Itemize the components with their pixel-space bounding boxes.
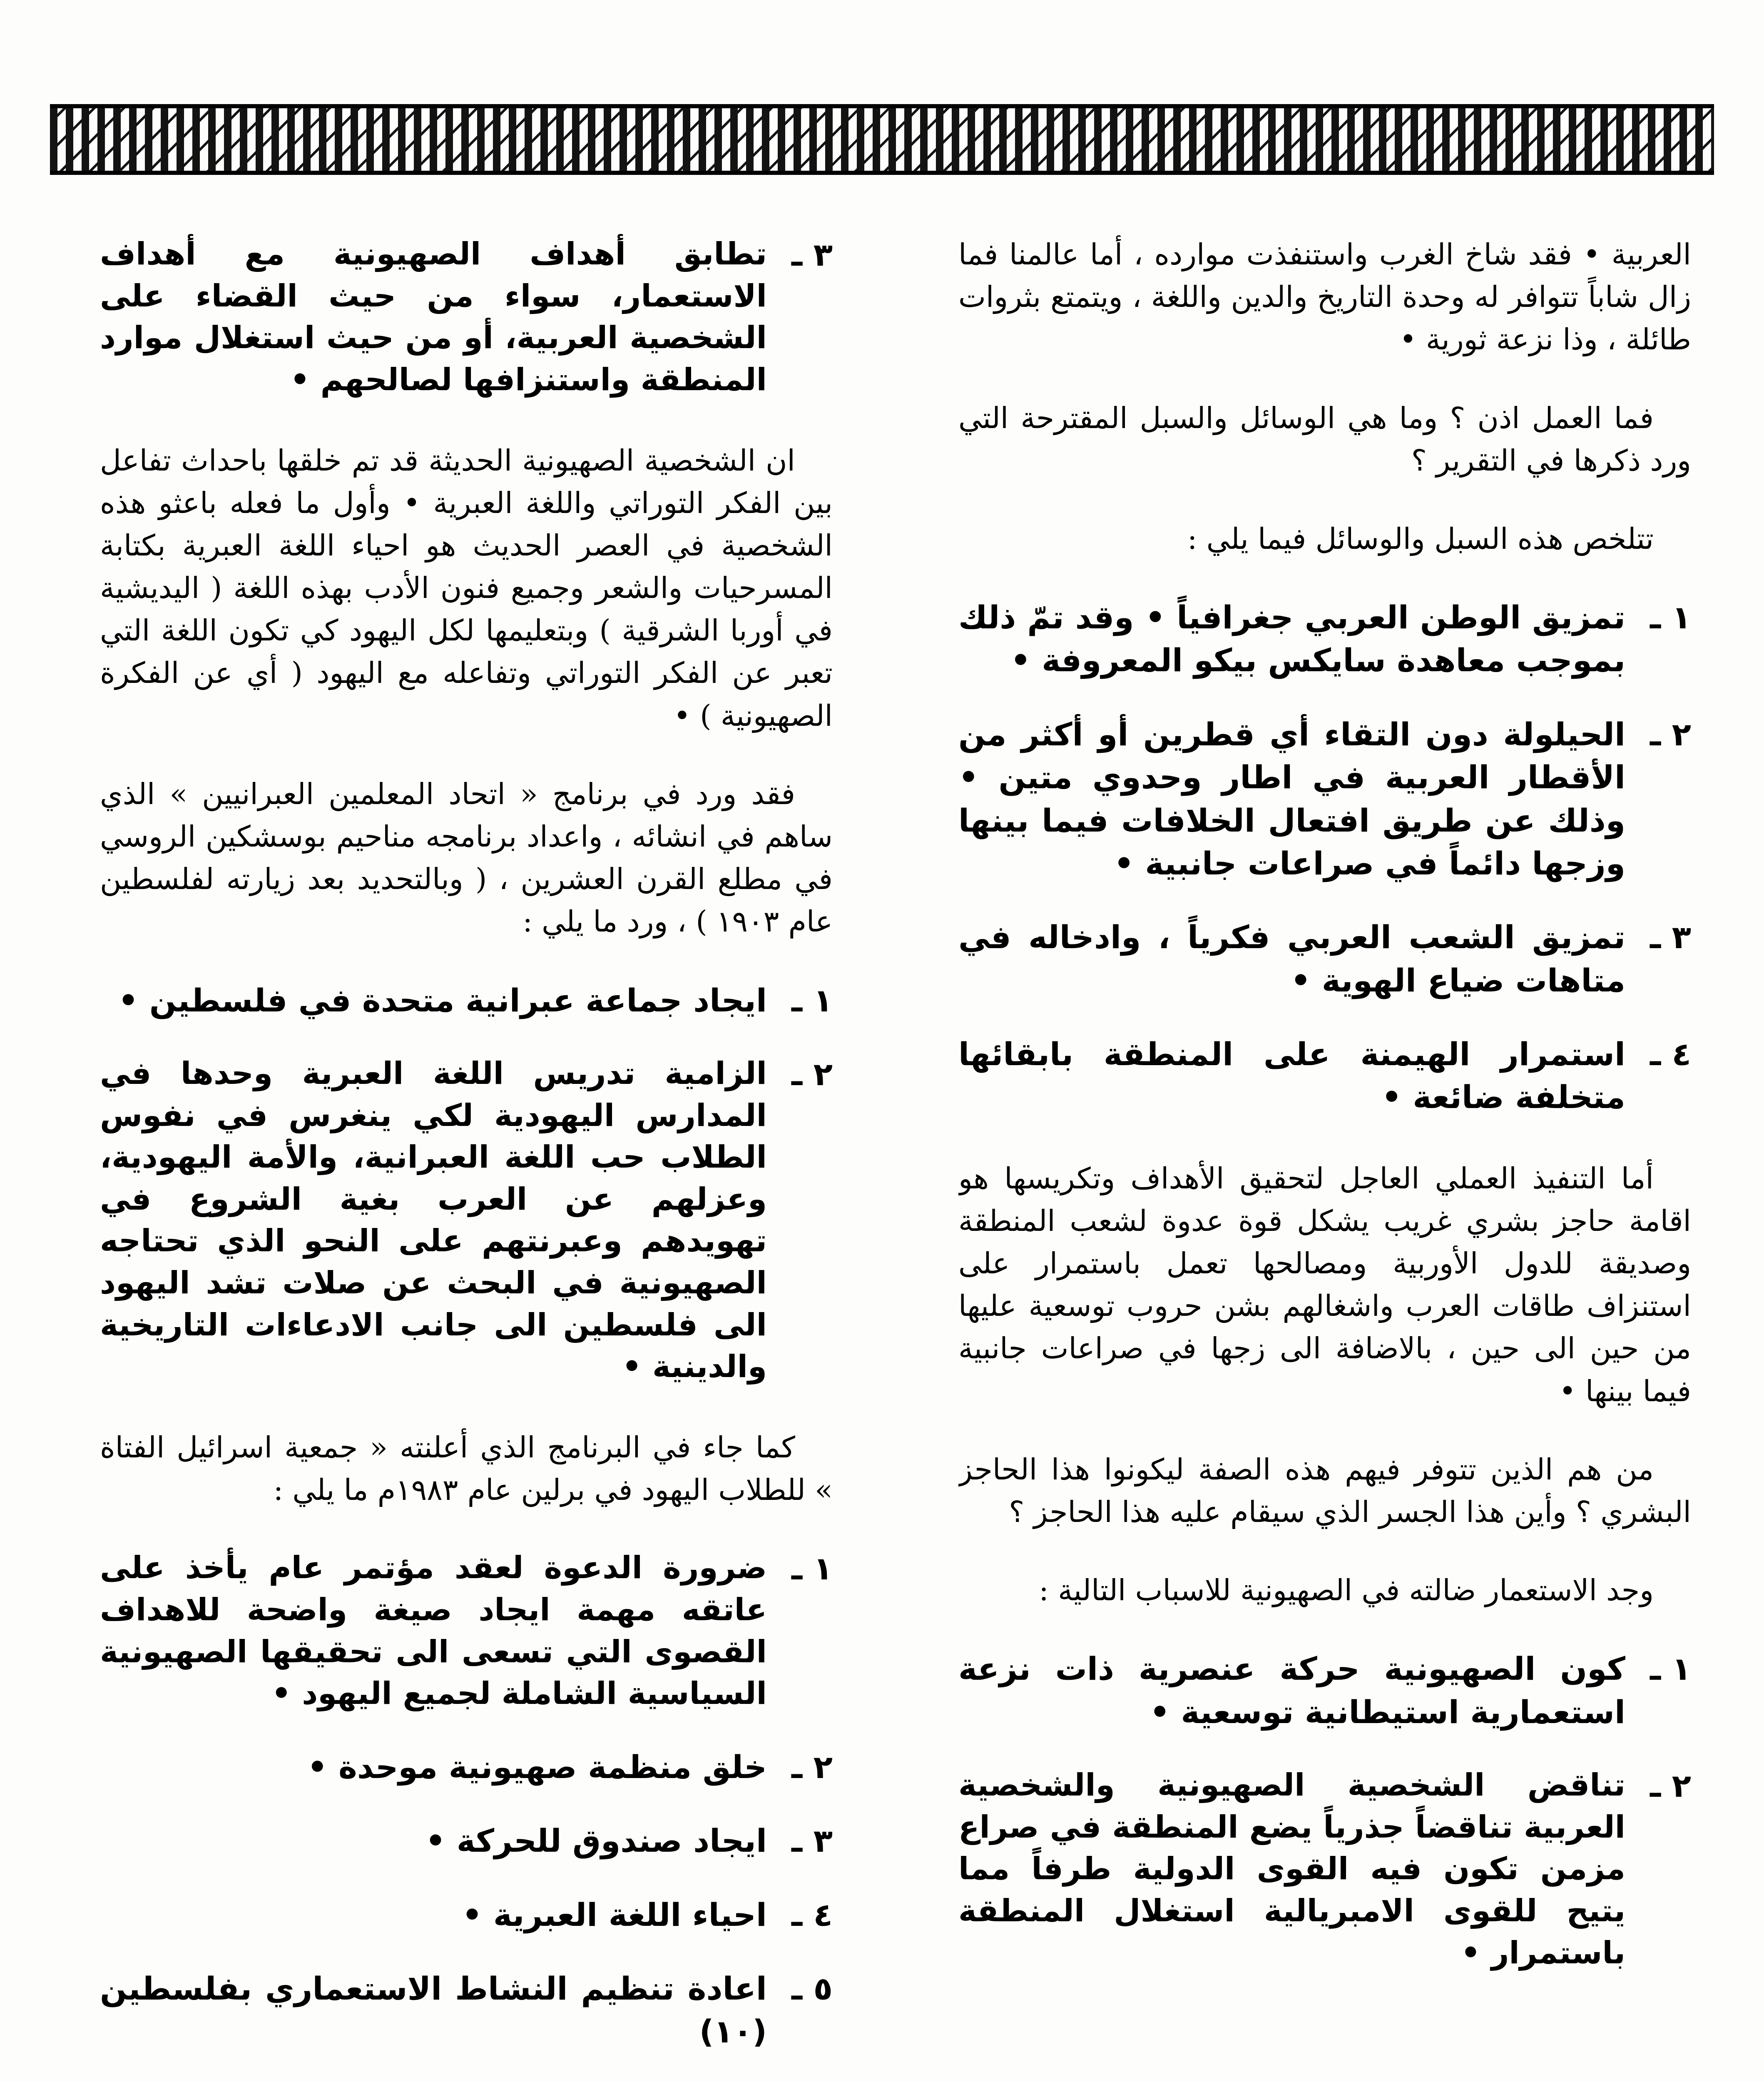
left-list-1-item-1 xyxy=(100,979,833,1022)
right-paragraph-2: فما العمل اذن ؟ وما هي الوسائل والسبل المقترحة التي ورد ذكرها في التقرير ؟ xyxy=(958,401,1691,478)
list-text: تناقض الشخصية الصهيونية والشخصية العربية تناقضاً جذرياً يضع المنطقة في صراع مزمن تكون فيه القوى الدولية طرفاً مما يتيح للقوى الامبريالية استغلال المنطقة باستمرار • xyxy=(958,1767,1625,1971)
left-list-2-item-5 xyxy=(100,1967,833,2053)
list-number: ٣ ـ xyxy=(1650,919,1691,956)
list-number: ١ ـ xyxy=(1650,1650,1691,1688)
left-text-column xyxy=(100,233,833,2082)
left-list-2 xyxy=(100,1547,833,2053)
list-text: اعادة تنظيم النشاط الاستعماري بفلسطين (١٠) xyxy=(100,1970,767,2050)
list-text: ايجاد صندوق للحركة • xyxy=(425,1822,767,1860)
right-paragraph-1: العربية • فقد شاخ الغرب واستنفذت موارده ، أما عالمنا فما زال شاباً تتوافر له وحدة التاريخ والدين واللغة ، ويتمتع بثروات طائلة ، وذا نزعة ثورية • xyxy=(958,237,1691,357)
left-list-2-item-4 xyxy=(100,1893,833,1936)
decorative-header-border xyxy=(50,104,1714,175)
list-number: ١ ـ xyxy=(1650,599,1691,636)
ornament-pattern xyxy=(50,108,1714,171)
list-number: ٤ ـ xyxy=(791,1896,833,1933)
list-number: ١ ـ xyxy=(791,1550,833,1587)
left-list-2-item-1 xyxy=(100,1547,833,1715)
list-text: الحيلولة دون التقاء أي قطرين أو أكثر من الأقطار العربية في اطار وحدوي متين • وذلك عن طريق افتعال الخلافات فيما بينها وزجها دائماً في صراعات جانبية • xyxy=(958,715,1625,882)
right-list-1 xyxy=(958,596,1691,1119)
list-number: ١ ـ xyxy=(791,981,833,1019)
list-number: ٣ ـ xyxy=(791,1822,833,1860)
right-list-1-item-3 xyxy=(958,916,1691,1002)
right-paragraph-5: من هم الذين تتوفر فيهم هذه الصفة ليكونوا هذا الحاجز البشري ؟ وأين هذا الجسر الذي سيقام عليه هذا الحاجز ؟ xyxy=(958,1452,1691,1529)
left-list-1 xyxy=(100,979,833,1388)
list-number: ٢ ـ xyxy=(1650,1767,1691,1805)
right-list-1-item-4 xyxy=(958,1033,1691,1119)
left-paragraph-3: كما جاء في البرنامج الذي أعلنته « جمعية اسرائيل الفتاة » للطلاب اليهود في برلين عام ١٩٨٣م ما يلي : xyxy=(100,1430,833,1507)
left-list-2-item-2 xyxy=(100,1746,833,1788)
list-text: احياء اللغة العبرية • xyxy=(462,1896,767,1933)
list-text: خلق منظمة صهيونية موحدة • xyxy=(307,1748,767,1786)
list-text: تمزيق الشعب العربي فكرياً ، وادخاله في متاهات ضياع الهوية • xyxy=(958,919,1625,999)
right-paragraph-6: وجد الاستعمار ضالته في الصهيونية للاسباب التالية : xyxy=(1039,1573,1654,1608)
list-text: تطابق أهداف الصهيونية مع أهداف الاستعمار، سواء من حيث القضاء على الشخصية العربية، أو من حيث استغلال موارد المنطقة واستنزافها لصالحهم • xyxy=(100,236,767,398)
list-text: ايجاد جماعة عبرانية متحدة في فلسطين • xyxy=(118,981,767,1019)
list-number: ٢ ـ xyxy=(791,1055,833,1093)
right-list-1-item-1 xyxy=(958,596,1691,682)
list-text: استمرار الهيمنة على المنطقة بابقائها متخلفة ضائعة • xyxy=(958,1036,1625,1116)
left-list-1-item-2 xyxy=(100,1053,833,1388)
list-text: تمزيق الوطن العربي جغرافياً • وقد تمّ ذلك بموجب معاهدة سايكس بيكو المعروفة • xyxy=(958,599,1625,679)
right-list-2-item-2 xyxy=(958,1764,1691,1974)
left-list-2-item-3 xyxy=(100,1819,833,1862)
list-text: كون الصهيونية حركة عنصرية ذات نزعة استعمارية استيطانية توسعية • xyxy=(958,1650,1625,1731)
list-number: ٣ ـ xyxy=(791,236,833,273)
left-paragraph-2: فقد ورد في برنامج « اتحاد المعلمين العبرانيين » الذي ساهم في انشائه ، واعداد برنامجه مناحيم بوسشكين الروسي في مطلع القرن العشرين ، ( وبالتحديد بعد زيارته لفلسطين عام ١٩٠٣ ) ، ورد ما يلي : xyxy=(100,777,833,939)
left-list-0 xyxy=(100,233,833,401)
list-text: ضرورة الدعوة لعقد مؤتمر عام يأخذ على عاتقه مهمة ايجاد صيغة واضحة للاهداف القصوى التي تسعى الى تحقيقها الصهيونية السياسية الشاملة لجميع اليهود • xyxy=(100,1550,767,1712)
right-paragraph-4: أما التنفيذ العملي العاجل لتحقيق الأهداف وتكريسها هو اقامة حاجز بشري غريب يشكل قوة عدوة لشعب المنطقة وصديقة للدول الأوربية ومصالحها تعمل باستمرار على استنزاف طاقات العرب واشغالهم بشن حروب توسعية عليها من حين الى حين ، بالاضافة الى زجها في صراعات جانبية فيما بينها • xyxy=(958,1161,1691,1408)
right-list-2-item-1 xyxy=(958,1647,1691,1733)
right-text-column xyxy=(958,233,1691,2082)
list-number: ٤ ـ xyxy=(1650,1036,1691,1073)
list-number: ٥ ـ xyxy=(791,1970,833,2007)
right-list-1-item-2 xyxy=(958,713,1691,885)
right-list-2 xyxy=(958,1647,1691,1974)
right-paragraph-3: تتلخص هذه السبل والوسائل فيما يلي : xyxy=(1187,521,1654,556)
left-paragraph-1: ان الشخصية الصهيونية الحديثة قد تم خلقها باحداث تفاعل بين الفكر التوراتي واللغة العبرية • وأول ما فعله باعثو هذه الشخصية في العصر الحديث هو احياء اللغة العبرية بكتابة المسرحيات والشعر وجميع فنون الأدب بهذه اللغة ( اليديشية في أوربا الشرقية ) وبتعليمها لكل اليهود كي تكون اللغة التي تعبر عن الفكر التوراتي وتفاعله مع اليهود ( أي عن الفكرة الصهيونية ) • xyxy=(100,443,833,733)
left-list-0-item-1 xyxy=(100,233,833,401)
list-number: ٢ ـ xyxy=(1650,715,1691,753)
list-number: ٢ ـ xyxy=(791,1748,833,1786)
list-text: الزامية تدريس اللغة العبرية وحدها في المدارس اليهودية لكي ينغرس في نفوس الطلاب حب اللغة العبرانية، والأمة اليهودية، وعزلهم عن العرب بغية الشروع في تهويدهم وعبرنتهم على النحو الذي تحتاجه الصهيونية في البحث عن صلات تشد اليهود الى فلسطين الى جانب الادعاءات التاريخية والدينية • xyxy=(100,1055,767,1385)
